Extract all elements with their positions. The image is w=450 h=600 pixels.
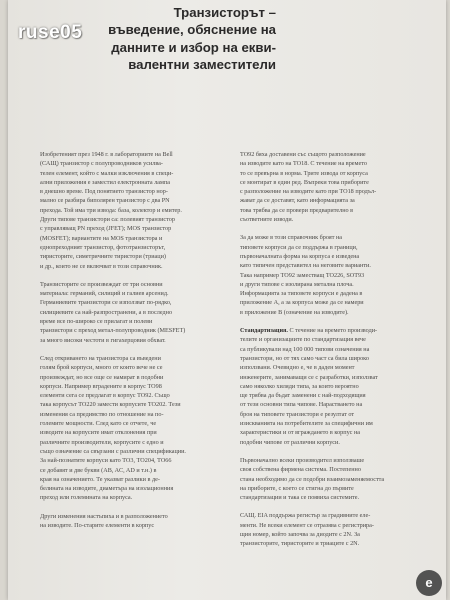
text-line: в приложение В (означение на изводите). [240, 308, 349, 316]
text-line: стана необходимо да се подобри взаимозаменяемостта [240, 475, 385, 483]
paragraph-gap [40, 271, 240, 280]
text-line: с разположение на изводите като при ТО18 продъл- [240, 188, 377, 196]
title-line: Транзисторът – [173, 5, 276, 20]
text-line: мално се разбира биполярен транзистор с два PN [40, 197, 170, 205]
text-line: с управляващ PN преход (JFET); MOS транзистор [40, 225, 172, 233]
watermark-text: ruse05 [18, 22, 83, 43]
text-line: елементи сега се предлагат в корпус ТО92. Също [40, 392, 170, 400]
text-line: на изводите. По-старите елементи в корпус [40, 521, 155, 529]
text-line: на изводите като на ТО18. С течение на времето [240, 160, 367, 168]
text-line: първоначалната форма на корпуса е изведена [240, 252, 360, 260]
text-line: транзистори с преход метал-полупроводник (MESFET) [40, 327, 186, 335]
paragraph-gap [240, 224, 440, 233]
text-line: белината на изводите, диаметъра на изолационния [40, 485, 174, 493]
right-text-column [240, 150, 440, 549]
text-line: ални приложения е заместил електронната лампа [40, 178, 171, 186]
text-line: Изобретеният през 1948 г. в лабораториите на Bell [40, 151, 173, 158]
text-line: Информацията за типовете корпуси е дадена в [240, 290, 363, 298]
text-line: транзистори, но от тях само част са била широко [240, 354, 369, 362]
text-line: се монтират в един ред. Въпреки това приборите [240, 178, 369, 186]
text-line: Така например ТО92 заместващ ТО226, SOT93 [240, 271, 365, 279]
text-line: се добавят и две букви (AB, AC, AD и т.н.) в [40, 466, 157, 474]
text-line: стандартизации и така се появиха системите. [240, 494, 360, 502]
text-line: материала: германий, силиций и галиев арсенид. [40, 290, 169, 298]
text-line: то се превърна в норма. Трите извода от корпуса [240, 169, 368, 177]
paragraph-gap [40, 345, 240, 354]
title-line: въведение, обяснение на [108, 22, 276, 38]
page-title [80, 4, 276, 73]
text-line: характеристики и от вграждането в корпус на [240, 429, 361, 437]
text-line: Първоначално всеки производител използваше [240, 456, 365, 464]
ebay-logo-icon: e [416, 570, 442, 596]
text-line: и др., които не се включват в този справочник. [40, 262, 163, 270]
text-line: време все по-широко се прилагат и полеви [40, 318, 153, 326]
text-line: Германиевите транзистори се използват по-рядко, [40, 299, 172, 307]
text-line: като типичен представител на неговите варианти. [240, 262, 371, 270]
text-line: Други типове транзистори са: полевият транзистор [40, 216, 175, 224]
text-line: типовете корпуси да се поддържа в граници, [240, 243, 358, 251]
text-line: За да може в този справочник броят на [240, 234, 343, 242]
text-line: и други типове с изолирана метална плоча. [240, 280, 354, 288]
book-page [8, 0, 446, 600]
text-line: менти. Не всеки елемент се отразява с регистрира- [240, 521, 374, 529]
text-line: След откриването на транзистора са въведени [40, 354, 161, 362]
text-line: силициевите са най-разпространени, а в последно [40, 308, 173, 316]
text-line: така корпусът ТО220 замести корпусите ТО202. Тези [40, 401, 181, 409]
text-line: ще трябва да бъдат заменени с най-подходящия [240, 392, 366, 400]
text-line: в днешно време. Под понятието транзистор нор- [40, 188, 168, 196]
text-line: това трябва да се провери предварително в [240, 206, 354, 214]
text-line: САЩ. EIA поддържа регистър за градивните еле- [240, 512, 371, 520]
text-line: ТО92 бяха доставени със същото разположение [240, 151, 366, 158]
text-line: (САЩ) транзистор с полупроводников усилва- [40, 160, 163, 168]
text-line: приложение А, а за корпуса може да се намери [240, 299, 364, 307]
text-line: само няколко хиляди типа, за които вероятно [240, 382, 359, 390]
text-line: края на означението. Те указват разлики в де- [40, 475, 160, 483]
paragraph-gap [240, 447, 440, 456]
text-line: на приборите, с което се стигна до първите [240, 484, 354, 492]
text-line: за много високи честоти в гигахерцовия обхват. [40, 336, 166, 344]
text-line: преход или големината на корпуса. [40, 494, 133, 502]
text-line: са публикували над 100 000 типови означения на [240, 345, 370, 353]
text-line: различните производители, корпусите с едно и [40, 438, 164, 446]
text-line: своя собствена фирмена система. Постепенно [240, 466, 361, 474]
text-line: броя на типовете транзистори е резултат от [240, 410, 355, 418]
text-line: Други изменения настъпиха и в разположението [40, 512, 168, 520]
text-line: щия номер, който започва за диодите с 2N. За [240, 530, 360, 538]
text-line: За най-познатите корпуси като ТО3, ТО204, ТО66 [40, 457, 172, 465]
text-line: изводите на корпусите имат отклонения при [40, 429, 157, 437]
paragraph-gap [40, 503, 240, 512]
text-line: също означение са свързани с различни спецификации. [40, 447, 186, 455]
text-line: инженерите, занимаващи се с разработки, използват [240, 373, 378, 381]
text-line: Транзисторите се произвеждат от три основни [40, 280, 163, 288]
text-line: изменения са предимство по отношение на по- [40, 410, 164, 418]
paragraph-gap [240, 502, 440, 511]
paragraph-gap [240, 317, 440, 326]
text-line: телите и организациите по стандартизация вече [240, 336, 366, 344]
text-line: съответните изводи. [240, 216, 294, 224]
text-line: жават да се доставят, като информацията за [240, 197, 355, 205]
title-line: валентни заместители [128, 56, 276, 72]
text-line: еднопреходният транзистор, фототранзисторът, [40, 243, 166, 251]
title-line: данните и избор на екви- [111, 39, 276, 55]
text-line: голям брой корпуси, много от които вече не се [40, 364, 163, 372]
text-line: прехода. Той има три извода: база, колектор и емитер. [40, 206, 182, 214]
text-line: подобни чипове от различни корпуси. [240, 438, 340, 446]
text-line: тиристорите, симетричните тиристори (триаци) [40, 253, 166, 261]
text-line: транзисторите, тиристорите и триаците с 2N. [240, 540, 360, 548]
text-line: произвеждат, но все още се намират в подобни [40, 373, 164, 381]
text-line: изискванията на потребителите за специфични им [240, 420, 373, 428]
text-line: (MOSFET); вариантите на MOS транзистора и [40, 234, 163, 242]
left-text-column [40, 150, 240, 530]
section-subheading: Стандартизация. [240, 327, 288, 335]
text-line: големите мощности. След като се отчете, че [40, 420, 157, 428]
text-line: телен елемент, който с малки изключения в специ- [40, 169, 174, 177]
text-line: Стандартизация. С течение на времето производи- [240, 327, 378, 335]
text-line: използвани. Очевидно е, че в даден момент [240, 364, 355, 372]
text-line: корпуси. Например вградените в корпус ТО98 [40, 382, 162, 390]
text-line: от тези основни типа чипове. Нарастването на [240, 401, 363, 409]
